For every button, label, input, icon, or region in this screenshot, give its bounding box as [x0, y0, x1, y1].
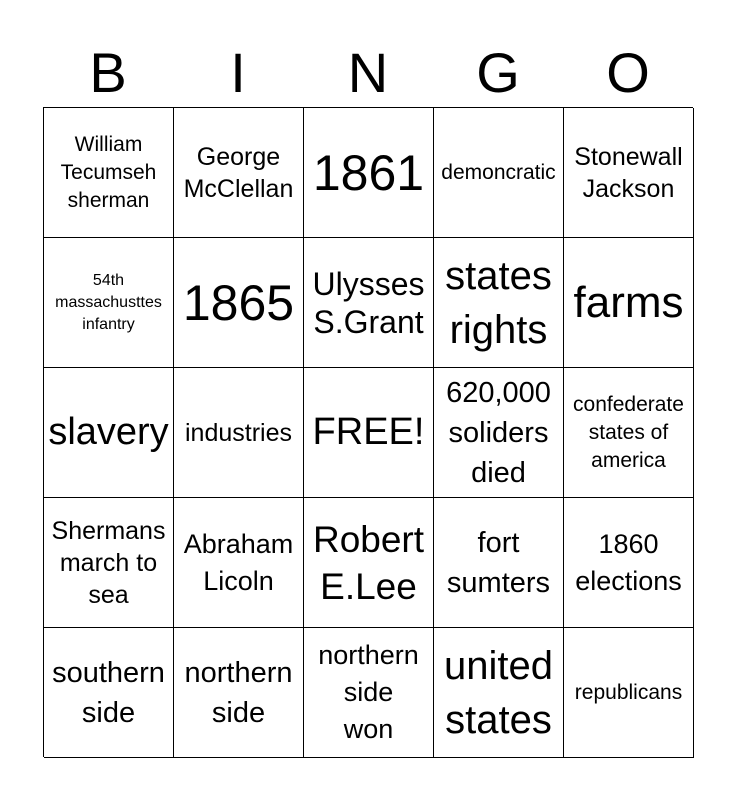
bingo-cell-r1c2[interactable] [174, 108, 304, 238]
bingo-cell-text: republicans [574, 680, 683, 704]
bingo-cell-r5c4[interactable] [434, 628, 564, 758]
bingo-cell-r1c3[interactable] [304, 108, 434, 238]
bingo-cell-text: Robert E.Lee [312, 518, 425, 607]
header-letter-g: G [476, 41, 520, 104]
bingo-cell-r2c1[interactable] [44, 238, 174, 368]
bingo-cell-r4c4[interactable] [434, 498, 564, 628]
bingo-cell-r3c5[interactable] [564, 368, 694, 498]
header-letter-n: N [347, 41, 389, 104]
header-letter-b: B [89, 41, 127, 104]
bingo-cell-text: 1865 [182, 274, 295, 331]
bingo-cell-r3c2[interactable] [174, 368, 304, 498]
bingo-cell-r5c1[interactable] [44, 628, 174, 758]
bingo-cell-text: confederate states of america [573, 392, 684, 472]
bingo-cell-r1c4[interactable] [434, 108, 564, 238]
bingo-cell-text: industries [185, 418, 292, 447]
bingo-cell-text: Shermans march to sea [51, 516, 166, 609]
bingo-cell-r5c5[interactable] [564, 628, 694, 758]
bingo-cell-text: fort sumters [446, 526, 551, 599]
bingo-cell-text: farms [573, 277, 684, 327]
bingo-cell-text: states rights [445, 253, 552, 352]
bingo-cell-r1c5[interactable] [564, 108, 694, 238]
bingo-cell-text: northern side won [318, 640, 419, 744]
bingo-cell-r3c1[interactable] [44, 368, 174, 498]
bingo-cell-text: Abraham Licoln [183, 528, 294, 596]
header-letter-i: I [230, 41, 246, 104]
bingo-cell-text: southern side [52, 656, 165, 729]
bingo-cell-r4c2[interactable] [174, 498, 304, 628]
bingo-cell-text: 54th massachusttes infantry [55, 271, 162, 333]
bingo-cell-text: Stonewall Jackson [574, 142, 683, 203]
bingo-cell-r2c2[interactable] [174, 238, 304, 368]
bingo-cell-text: 620,000 soliders died [446, 376, 551, 489]
bingo-card-grid [43, 107, 693, 757]
bingo-cell-text: Ulysses S.Grant [312, 265, 425, 340]
bingo-cell-text: William Tecumseh sherman [60, 132, 157, 212]
bingo-cell-r2c4[interactable] [434, 238, 564, 368]
bingo-cell-text: northern side [184, 656, 293, 729]
bingo-cell-text: George McClellan [183, 142, 294, 203]
bingo-cell-text: FREE! [312, 411, 425, 453]
bingo-cell-text: demoncratic [441, 160, 556, 184]
bingo-cell-r4c5[interactable] [564, 498, 694, 628]
bingo-cell-r2c3[interactable] [304, 238, 434, 368]
bingo-cell-r3c4[interactable] [434, 368, 564, 498]
bingo-cell-text: united states [444, 643, 553, 742]
header-letter-o: O [606, 41, 650, 104]
bingo-cell-r5c3[interactable] [304, 628, 434, 758]
bingo-cell-r3c3[interactable] [304, 368, 434, 498]
bingo-cell-r1c1[interactable] [44, 108, 174, 238]
bingo-cell-r4c1[interactable] [44, 498, 174, 628]
bingo-cell-r2c5[interactable] [564, 238, 694, 368]
bingo-cell-text: 1861 [312, 144, 425, 201]
bingo-cell-r5c2[interactable] [174, 628, 304, 758]
bingo-cell-text: slavery [48, 411, 169, 453]
bingo-header [43, 40, 693, 106]
bingo-cell-r4c3[interactable] [304, 498, 434, 628]
bingo-cell-text: 1860 elections [575, 528, 682, 596]
